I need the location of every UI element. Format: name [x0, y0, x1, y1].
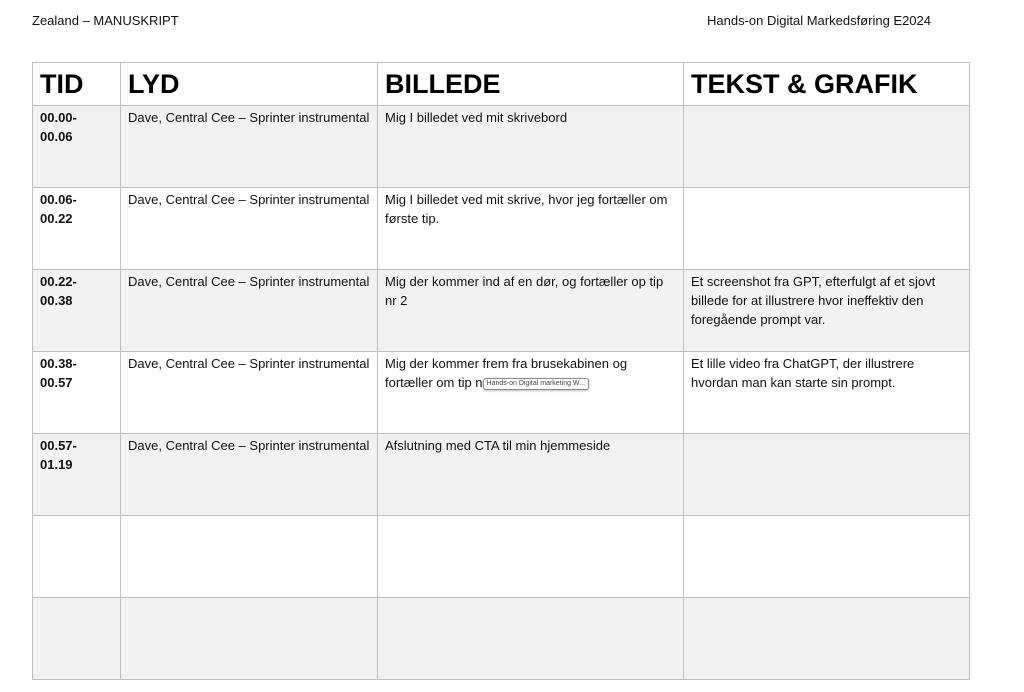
comment-tag[interactable]: Hands-on Digital marketing W... [483, 378, 589, 390]
table-row [33, 598, 970, 680]
billede-text: Mig der kommer frem fra brusekabinen og fortæller om tip n [385, 356, 628, 390]
billede-cell[interactable]: Mig I billedet ved mit skrive, hvor jeg fortæller om første tip. [378, 188, 684, 270]
tid-cell[interactable] [33, 106, 121, 188]
tid-cell[interactable] [33, 434, 121, 516]
manuscript-table [32, 62, 970, 680]
tid-text: 00.00- 00.06 [40, 110, 77, 144]
table-row [33, 352, 970, 434]
column-header-tekst-grafik: TEKST & GRAFIK [684, 63, 970, 106]
tid-text: 00.57- 01.19 [40, 438, 77, 472]
tid-cell[interactable] [33, 188, 121, 270]
lyd-cell[interactable]: Dave, Central Cee – Sprinter instrumental [121, 352, 378, 434]
tekst-grafik-cell[interactable] [684, 598, 970, 680]
tekst-grafik-cell[interactable]: Et screenshot fra GPT, efterfulgt af et sjovt billede for at illustrere hvor ineffektiv den foregående prompt var. [684, 270, 970, 352]
billede-cell[interactable]: Afslutning med CTA til min hjemmeside [378, 434, 684, 516]
tid-cell[interactable] [33, 352, 121, 434]
billede-cell[interactable]: Mig I billedet ved mit skrivebord [378, 106, 684, 188]
tid-text: 00.38- 00.57 [40, 356, 77, 390]
tid-cell[interactable] [33, 516, 121, 598]
lyd-cell[interactable] [121, 598, 378, 680]
column-header-tid: TID [33, 63, 121, 106]
lyd-cell[interactable]: Dave, Central Cee – Sprinter instrumental [121, 434, 378, 516]
table-row [33, 106, 970, 188]
table-row [33, 434, 970, 516]
tid-cell[interactable] [33, 598, 121, 680]
table-row [33, 188, 970, 270]
lyd-cell[interactable]: Dave, Central Cee – Sprinter instrumental [121, 270, 378, 352]
document-header-left: Zealand – MANUSKRIPT [32, 13, 179, 28]
tekst-grafik-cell[interactable]: Et lille video fra ChatGPT, der illustrere hvordan man kan starte sin prompt. [684, 352, 970, 434]
lyd-cell[interactable] [121, 516, 378, 598]
tid-text: 00.22- 00.38 [40, 274, 77, 308]
table-header-row [33, 63, 970, 106]
billede-cell[interactable] [378, 516, 684, 598]
billede-cell[interactable] [378, 352, 684, 434]
document-header-right: Hands-on Digital Markedsføring E2024 [707, 13, 931, 28]
billede-cell[interactable] [378, 598, 684, 680]
table-row [33, 270, 970, 352]
tid-cell[interactable] [33, 270, 121, 352]
tekst-grafik-cell[interactable] [684, 188, 970, 270]
table-row [33, 516, 970, 598]
tekst-grafik-cell[interactable] [684, 516, 970, 598]
tekst-grafik-cell[interactable] [684, 106, 970, 188]
tekst-grafik-cell[interactable] [684, 434, 970, 516]
billede-cell[interactable]: Mig der kommer ind af en dør, og fortæller op tip nr 2 [378, 270, 684, 352]
tid-text: 00.06- 00.22 [40, 192, 77, 226]
column-header-lyd: LYD [121, 63, 378, 106]
lyd-cell[interactable]: Dave, Central Cee – Sprinter instrumental [121, 188, 378, 270]
lyd-cell[interactable]: Dave, Central Cee – Sprinter instrumental [121, 106, 378, 188]
column-header-billede: BILLEDE [378, 63, 684, 106]
